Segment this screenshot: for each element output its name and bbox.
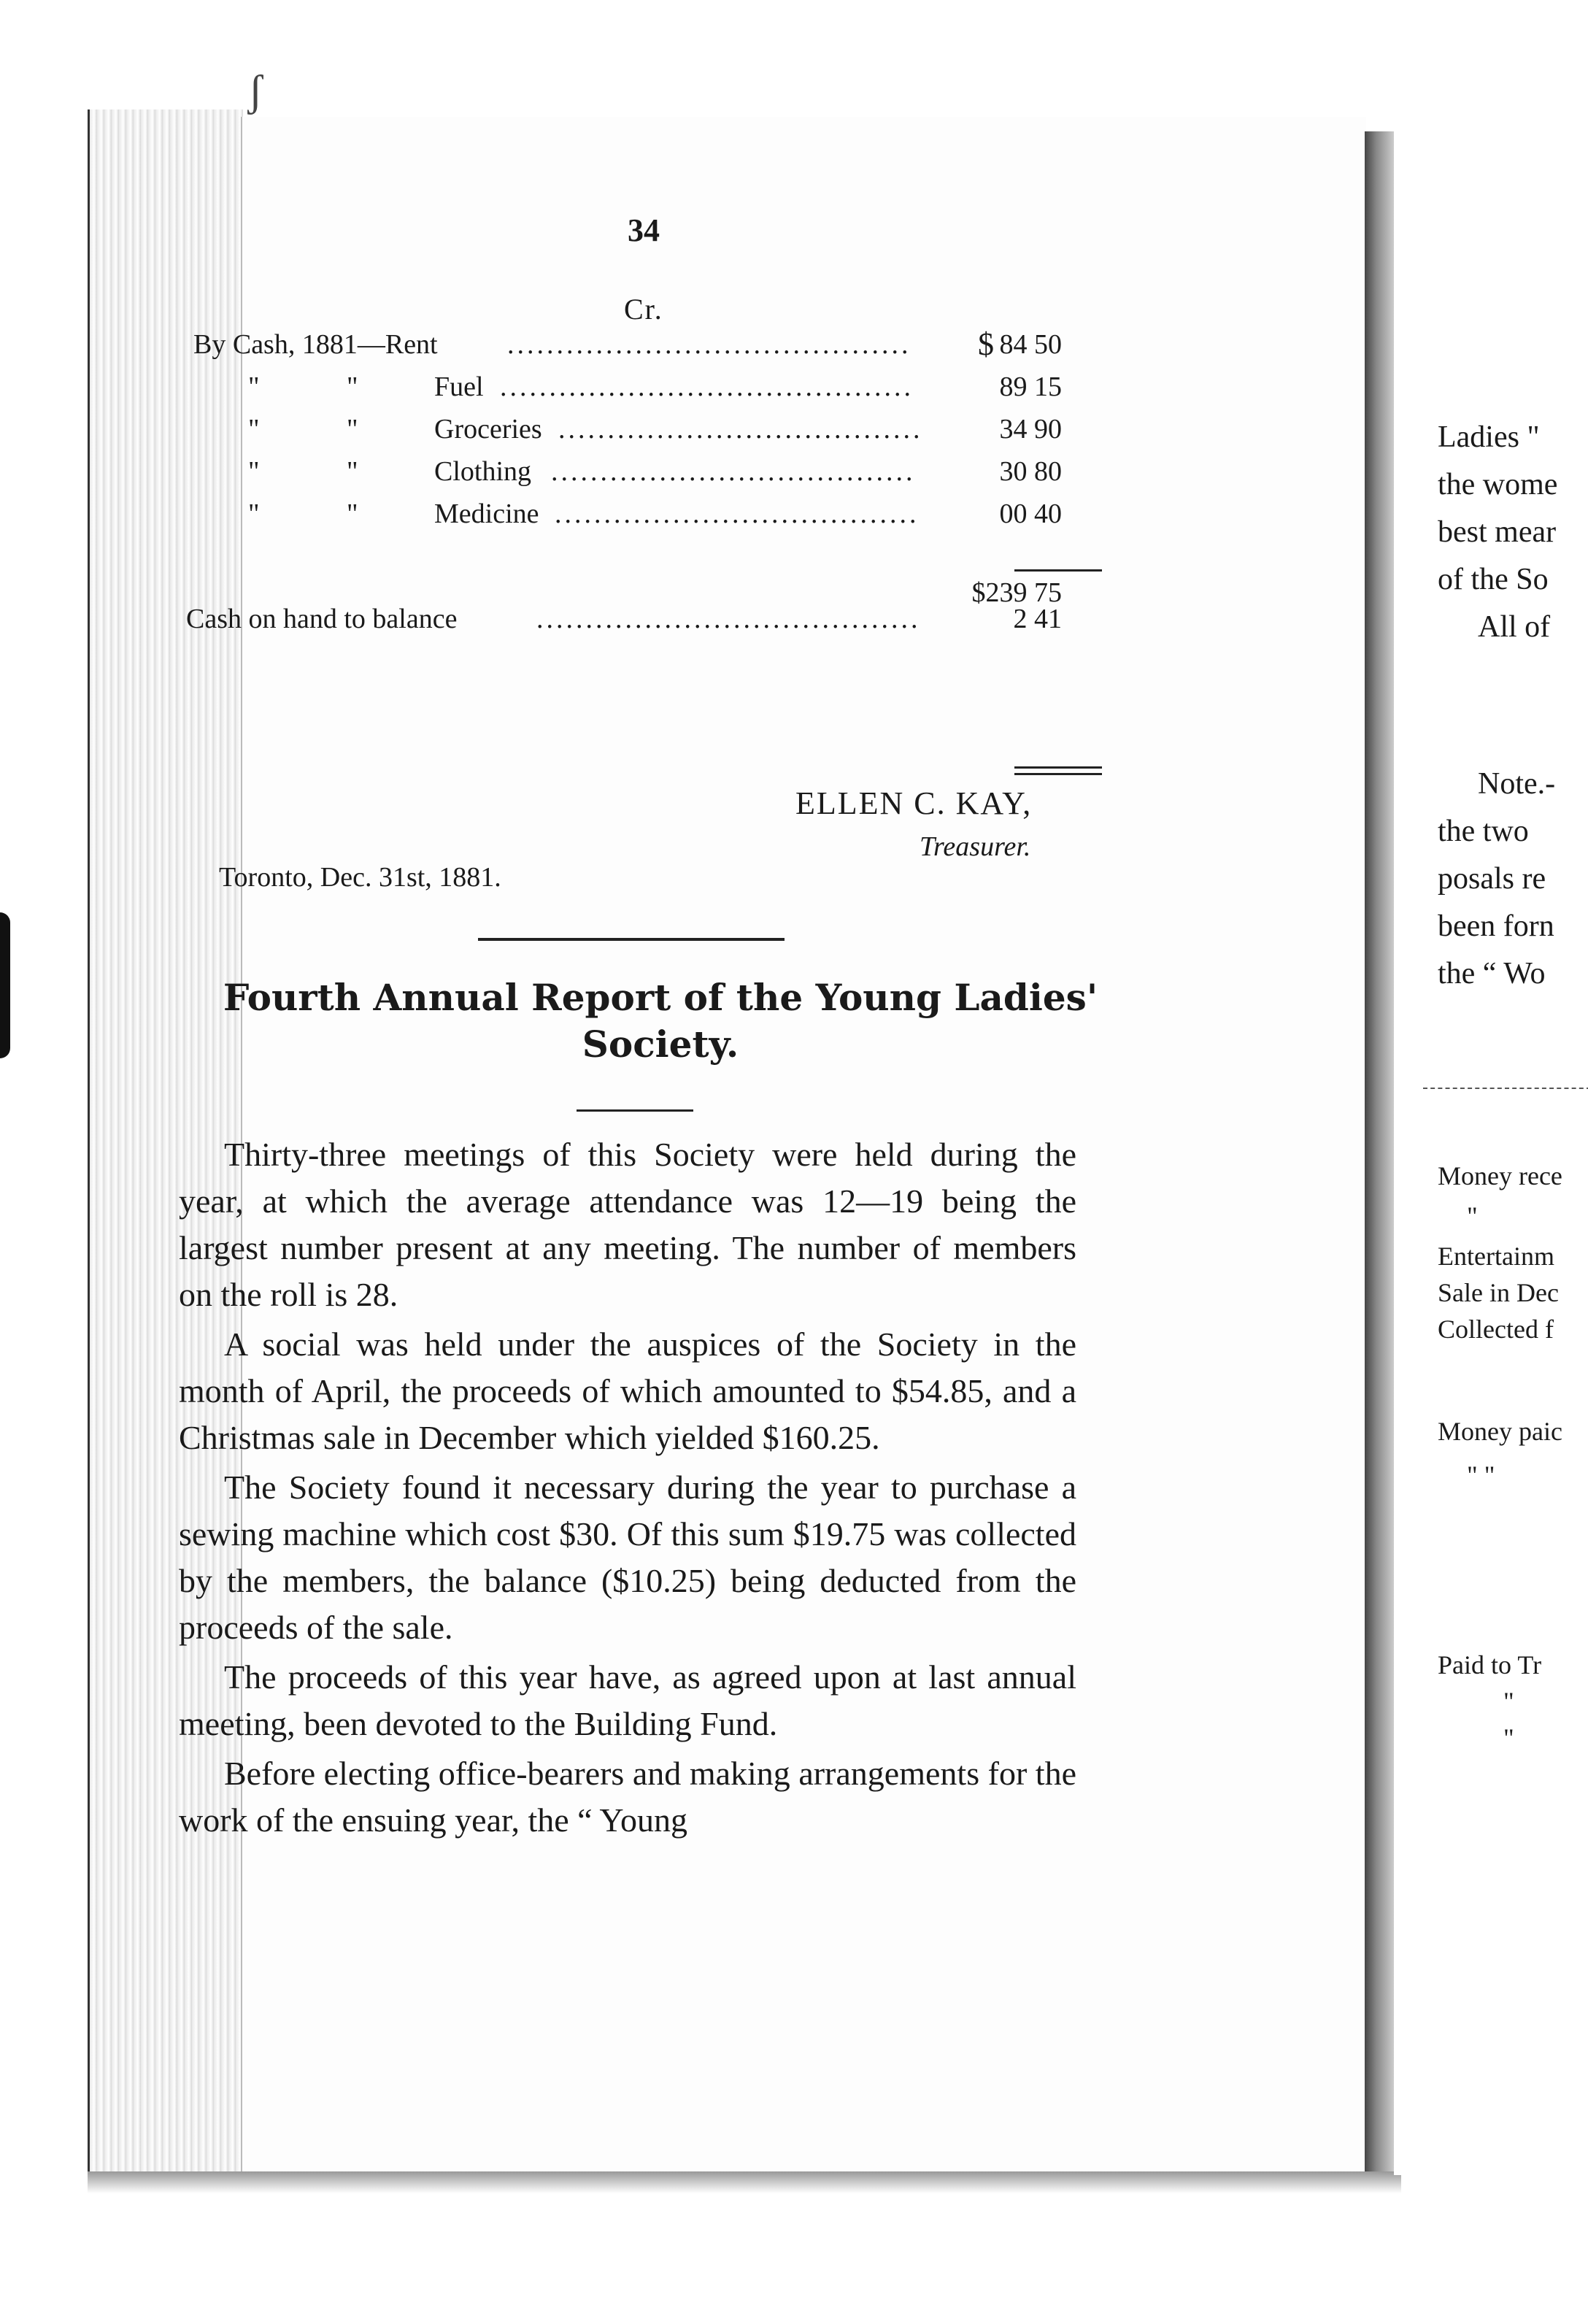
ledger-row-amount: 00 40 xyxy=(999,499,1062,529)
paragraph: A social was held under the auspices of the Society in the month of April, the proceeds of which amounted to $54.85, and a Christmas sale in December which yielded $160.25. xyxy=(179,1325,1076,1456)
ditto-mark: " xyxy=(248,456,260,487)
leader-dots: .......................................... xyxy=(500,372,914,402)
paragraph: Before electing office-bearers and making arrangements for the work of the ensuing year, the “ Young xyxy=(179,1755,1076,1839)
leader-dots: ......................................... xyxy=(507,329,911,360)
section-divider xyxy=(478,938,785,941)
ledger-row xyxy=(193,371,1062,413)
ledger-row-amount: 30 80 xyxy=(999,456,1062,487)
ledger-row-amount: 84 50 xyxy=(999,329,1062,360)
page-number: 34 xyxy=(628,212,660,248)
ledger-row-label: Medicine xyxy=(434,499,539,529)
right-page-entry: Entertainm xyxy=(1438,1242,1554,1271)
right-page-entry: " xyxy=(1467,1201,1478,1231)
ledger-row xyxy=(193,328,1062,371)
right-page-line: Ladies " xyxy=(1438,420,1540,454)
right-page-entry: " xyxy=(1503,1687,1514,1716)
right-page-entry: Sale in Dec xyxy=(1438,1278,1559,1307)
right-page-entry: " xyxy=(1503,1723,1514,1752)
paragraph: The proceeds of this year have, as agreed upon at last annual meeting, been devoted to the Building Fund. xyxy=(179,1658,1076,1742)
heading-divider xyxy=(577,1109,693,1112)
right-page-note: Note.- xyxy=(1478,767,1556,801)
right-page-line: the wome xyxy=(1438,468,1558,501)
right-page-note: the two xyxy=(1438,815,1529,848)
pen-mark: ʃ xyxy=(248,66,263,115)
ledger-row xyxy=(193,455,1062,498)
ledger-row-label: By Cash, 1881—Rent xyxy=(193,329,438,360)
leader-dots: ....................................... xyxy=(536,604,921,634)
ledger-row-amount: 34 90 xyxy=(999,414,1062,445)
right-page-entry: Collected f xyxy=(1438,1315,1554,1344)
report-body xyxy=(179,1131,1076,1847)
signer-name: ELLEN C. KAY, xyxy=(795,785,1033,821)
right-page-note: been forn xyxy=(1438,909,1554,943)
report-heading xyxy=(182,974,1138,1068)
paragraph: Thirty-three meetings of this Society were held during the year, at which the average attendance was 12—19 being the largest number present at any meeting. The number of members on the roll is 28. xyxy=(179,1136,1076,1313)
right-page-note: posals re xyxy=(1438,862,1546,896)
signer-title: Treasurer. xyxy=(920,831,1031,862)
ledger-total: $239 75 xyxy=(971,577,1062,608)
leader-dots: ..................................... xyxy=(555,499,920,529)
ditto-mark: " xyxy=(347,414,358,445)
ledger-header: Cr. xyxy=(624,293,663,326)
right-page-fragment xyxy=(1394,131,1588,2175)
ledger-balance-row xyxy=(186,603,1062,645)
ditto-mark: " xyxy=(347,456,358,487)
right-page-entry: Paid to Tr xyxy=(1438,1650,1542,1679)
ditto-mark: " xyxy=(248,499,260,529)
paragraph: The Society found it necessary during the year to purchase a sewing machine which cost $30. Of this sum $19.75 was collected by the members, the balance ($10.25) being deducted from the proceeds of the sale. xyxy=(179,1469,1076,1646)
balance-label: Cash on hand to balance xyxy=(186,604,458,634)
ditto-mark: " xyxy=(347,372,358,402)
bottom-shadow xyxy=(88,2171,1401,2193)
right-page-entry: Money paic xyxy=(1438,1417,1562,1446)
ledger-row-label: Groceries xyxy=(434,414,542,445)
ditto-mark: " xyxy=(347,499,358,529)
right-page-line: best mear xyxy=(1438,515,1557,549)
ledger-row xyxy=(193,413,1062,455)
total-rule xyxy=(1014,569,1102,572)
heading-line-2: Society. xyxy=(582,1023,739,1066)
ledger-row-label: Fuel xyxy=(434,372,484,402)
ditto-mark: " xyxy=(248,414,260,445)
leader-dots: ..................................... xyxy=(551,456,916,487)
right-page-line: All of xyxy=(1478,610,1551,644)
right-page-entry: " " xyxy=(1467,1461,1495,1490)
balance-double-rule xyxy=(1014,766,1102,775)
ledger-row-amount: 89 15 xyxy=(999,372,1062,402)
heading-line-1: Fourth Annual Report of the Young Ladies' xyxy=(223,976,1098,1019)
ditto-mark: " xyxy=(248,372,260,402)
ledger-row xyxy=(193,498,1062,540)
right-page-line: of the So xyxy=(1438,563,1549,596)
right-page-rule xyxy=(1423,1088,1588,1089)
leader-dots: ..................................... xyxy=(558,414,923,445)
right-page-entry: Money rece xyxy=(1438,1161,1562,1190)
ledger-table xyxy=(186,326,1062,645)
dollar-sign: $ xyxy=(978,326,994,362)
right-page-note: the “ Wo xyxy=(1438,957,1546,990)
place-date: Toronto, Dec. 31st, 1881. xyxy=(219,862,501,893)
spine-shadow xyxy=(1365,131,1394,2175)
balance-amount: 2 41 xyxy=(1013,604,1062,634)
binding-clip xyxy=(0,912,10,1058)
ledger-row-label: Clothing xyxy=(434,456,532,487)
